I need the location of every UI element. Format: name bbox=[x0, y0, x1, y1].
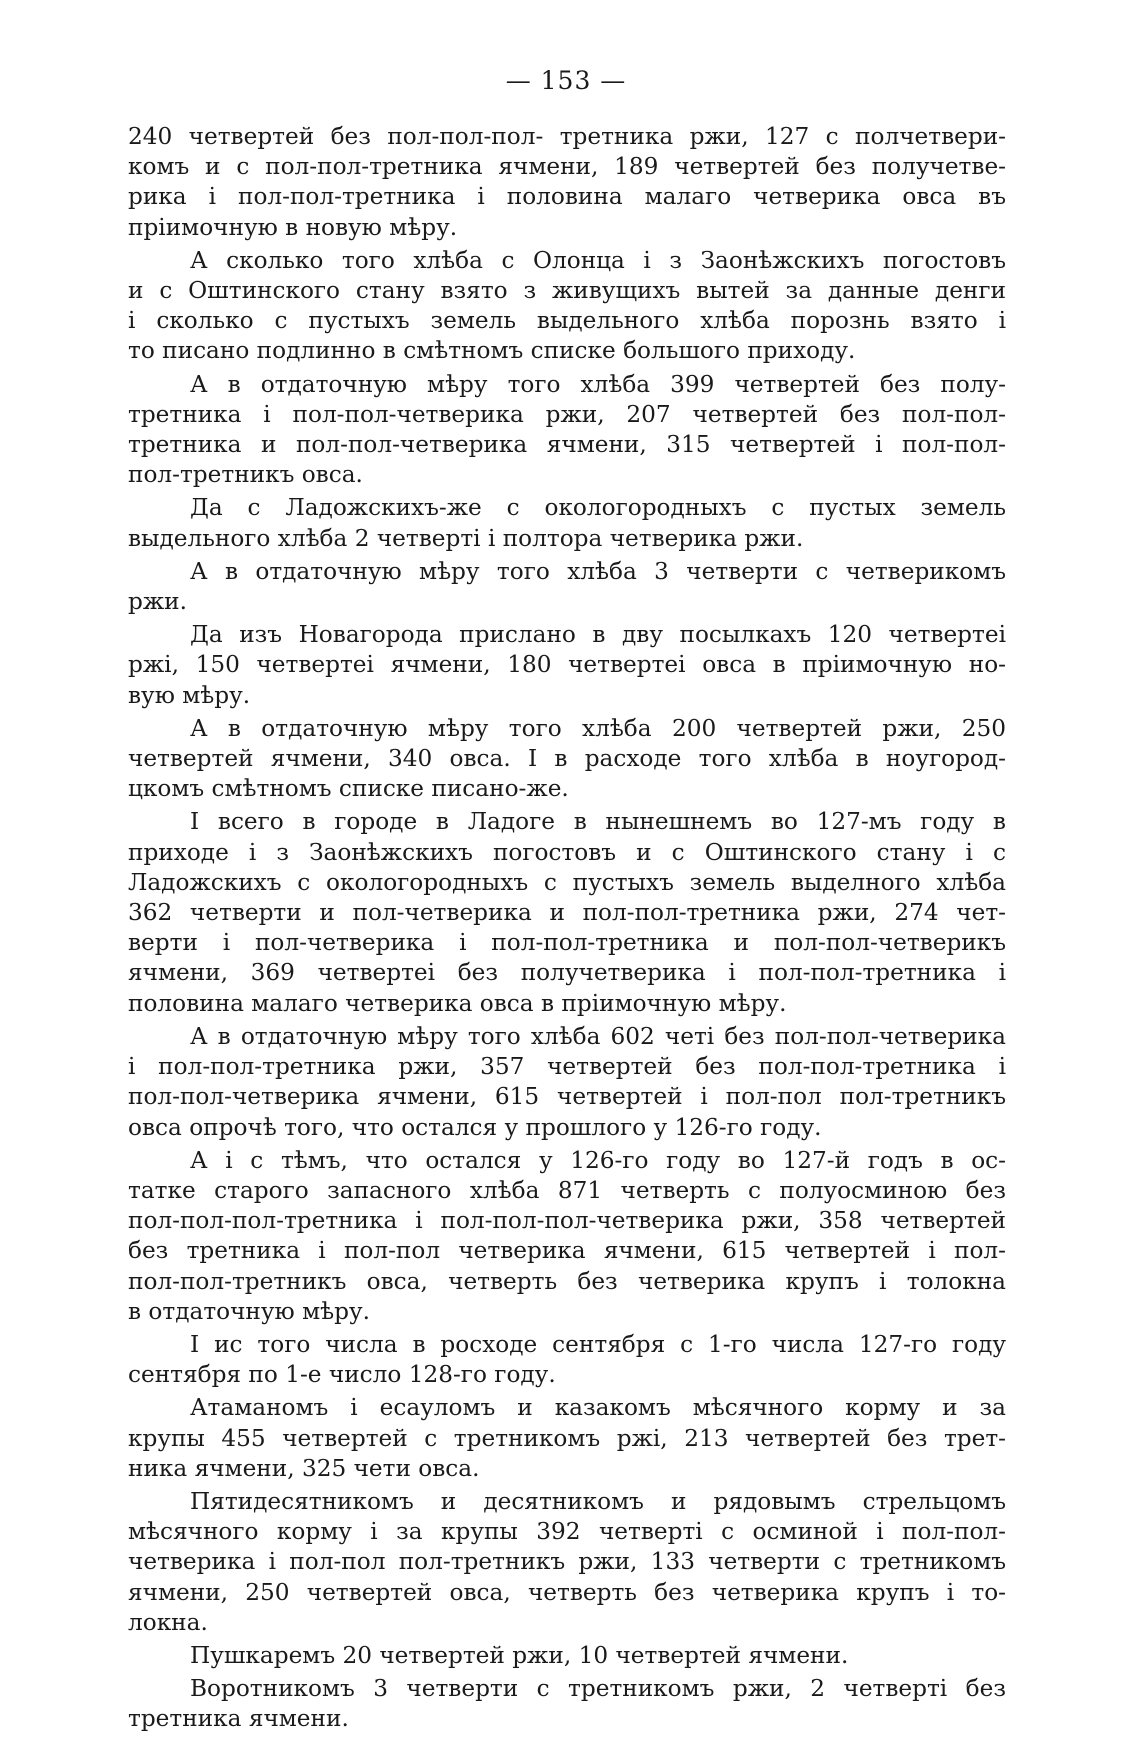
text-line: половина малаго четверика овса в пріимочную мѣру. bbox=[128, 989, 787, 1017]
text-line: выдельного хлѣба 2 четверті і полтора четверика ржи. bbox=[128, 524, 804, 552]
paragraph bbox=[128, 1146, 1006, 1327]
text-line: третника і пол-пол-четверика ржи, 207 четвертей без пол-пол- bbox=[128, 400, 1006, 428]
text-line: четверика і пол-пол пол-третникъ ржи, 133 четверти с третникомъ bbox=[128, 1548, 1006, 1576]
paragraph bbox=[128, 1330, 1006, 1390]
text-line: Пушкаремъ 20 четвертей ржи, 10 четвертей ячмени. bbox=[190, 1641, 849, 1669]
text-line: третника и пол-пол-четверика ячмени, 315 четвертей і пол-пол- bbox=[128, 431, 1006, 459]
paragraph bbox=[128, 370, 1006, 491]
text-line: Пятидесятникомъ и десятникомъ и рядовымъ стрельцомъ bbox=[190, 1487, 1006, 1515]
text-line: 240 четвертей без пол-пол-пол- третника ржи, 127 с полчетвери- bbox=[128, 123, 1006, 150]
text-line: 362 четверти и пол-четверика и пол-пол-третника ржи, 274 чет- bbox=[128, 899, 1006, 927]
paragraph bbox=[128, 1641, 1006, 1671]
text-line: Атаманомъ і есауломъ и казакомъ мѣсячного корму и за bbox=[190, 1394, 1006, 1422]
text-line: ника ячмени, 325 чети овса. bbox=[128, 1454, 480, 1482]
paragraph bbox=[128, 807, 1006, 1018]
text-line: А в отдаточную мѣру того хлѣба 3 четверти с четверикомъ bbox=[190, 557, 1006, 585]
text-line: А в отдаточную мѣру того хлѣба 399 четвертей без полу- bbox=[190, 370, 1006, 398]
paragraph bbox=[128, 1393, 1006, 1484]
paragraph bbox=[128, 246, 1006, 367]
paragraph bbox=[128, 122, 1006, 243]
text-line: Воротникомъ 3 четверти с третникомъ ржи, 2 четверті без bbox=[190, 1675, 1006, 1703]
text-line: ячмени, 250 четвертей овса, четверть без четверика крупъ і то- bbox=[128, 1578, 1006, 1606]
text-line: пол-третникъ овса. bbox=[128, 461, 363, 489]
text-line: пол-пол-пол-третника і пол-пол-пол-четверика ржи, 358 четвертей bbox=[128, 1207, 1006, 1235]
paragraph bbox=[128, 557, 1006, 617]
text-line: і сколько с пустыхъ земель выдельного хлѣба порознь взято і bbox=[128, 307, 1006, 335]
text-line: і пол-пол-третника ржи, 357 четвертей без пол-пол-третника і bbox=[128, 1053, 1006, 1081]
text-line: третника ячмени. bbox=[128, 1705, 349, 1733]
text-line: Да с Ладожскихъ-же с окологородныхъ с пустых земель bbox=[190, 494, 1006, 522]
text-line: ржи. bbox=[128, 588, 187, 616]
text-line: І ис того числа в росходе сентября с 1-го числа 127-го году bbox=[190, 1330, 1006, 1358]
text-line: пол-пол-четверика ячмени, 615 четвертей і пол-пол пол-третникъ bbox=[128, 1083, 1006, 1111]
text-line: без третника і пол-пол четверика ячмени, 615 четвертей і пол- bbox=[128, 1237, 1006, 1265]
paragraph bbox=[128, 493, 1006, 553]
paragraph bbox=[128, 620, 1006, 711]
text-line: А в отдаточную мѣру того хлѣба 602 четі без пол-пол-четверика bbox=[190, 1022, 1006, 1050]
text-line: то писано подлинно в смѣтномъ списке большого приходу. bbox=[128, 337, 856, 365]
paragraph bbox=[128, 1487, 1006, 1638]
text-line: верти і пол-четверика і пол-пол-третника и пол-пол-четверикъ bbox=[128, 929, 1006, 957]
text-line: комъ и с пол-пол-третника ячмени, 189 четвертей без получетве- bbox=[128, 153, 1006, 181]
paragraph bbox=[128, 1022, 1006, 1143]
text-line: в отдаточную мѣру. bbox=[128, 1297, 370, 1325]
text-line: пол-пол-третникъ овса, четверть без четверика крупъ і толокна bbox=[128, 1267, 1006, 1295]
text-line: А в отдаточную мѣру того хлѣба 200 четвертей ржи, 250 bbox=[190, 714, 1006, 742]
text-line: крупы 455 четвертей с третникомъ ржі, 213 четвертей без трет- bbox=[128, 1424, 1006, 1452]
paragraph bbox=[128, 1674, 1006, 1734]
text-line: цкомъ смѣтномъ списке писано-же. bbox=[128, 775, 569, 803]
paragraph bbox=[128, 714, 1006, 805]
text-line: четвертей ячмени, 340 овса. І в расходе того хлѣба в ноугород- bbox=[128, 745, 1006, 773]
text-line: ячмени, 369 четвертеі без получетверика і пол-пол-третника і bbox=[128, 959, 1006, 987]
body-text bbox=[128, 122, 1006, 1738]
text-line: рика і пол-пол-третника і половина малаго четверика овса въ bbox=[128, 183, 1006, 211]
text-line: татке старого запасного хлѣба 871 четверть с полуосминою без bbox=[128, 1176, 1006, 1204]
text-line: пріимочную в новую мѣру. bbox=[128, 213, 458, 241]
text-line: овса опрочѣ того, что остался у прошлого у 126-го году. bbox=[128, 1113, 822, 1141]
text-line: приходе і з Заонѣжскихъ погостовъ и с Оштинского стану і с bbox=[128, 838, 1006, 866]
text-line: сентября по 1-е число 128-го году. bbox=[128, 1361, 556, 1389]
text-line: локна. bbox=[128, 1608, 208, 1636]
text-line: ржі, 150 четвертеі ячмени, 180 четвертеі овса в пріимочную но- bbox=[128, 651, 1006, 679]
text-line: А сколько того хлѣба с Олонца і з Заонѣжскихъ погостовъ bbox=[190, 246, 1006, 274]
page-number: — 153 — bbox=[505, 66, 627, 95]
text-line: І всего в городе в Ладоге в нынешнемъ во 127-мъ году в bbox=[190, 808, 1006, 836]
text-line: Да изъ Новагорода прислано в дву посылкахъ 120 четвертеі bbox=[190, 621, 1006, 649]
text-line: и с Оштинского стану взято з живущихъ вытей за данные денги bbox=[128, 277, 1006, 305]
text-line: мѣсячного корму і за крупы 392 четверті с осминой і пол-пол- bbox=[128, 1518, 1006, 1546]
text-line: вую мѣру. bbox=[128, 681, 251, 709]
text-line: Ладожскихъ с окологородныхъ с пустыхъ земель выделного хлѣба bbox=[128, 868, 1006, 896]
text-line: А і с тѣмъ, что остался у 126-го году во 127-й годъ в ос- bbox=[190, 1146, 1006, 1174]
